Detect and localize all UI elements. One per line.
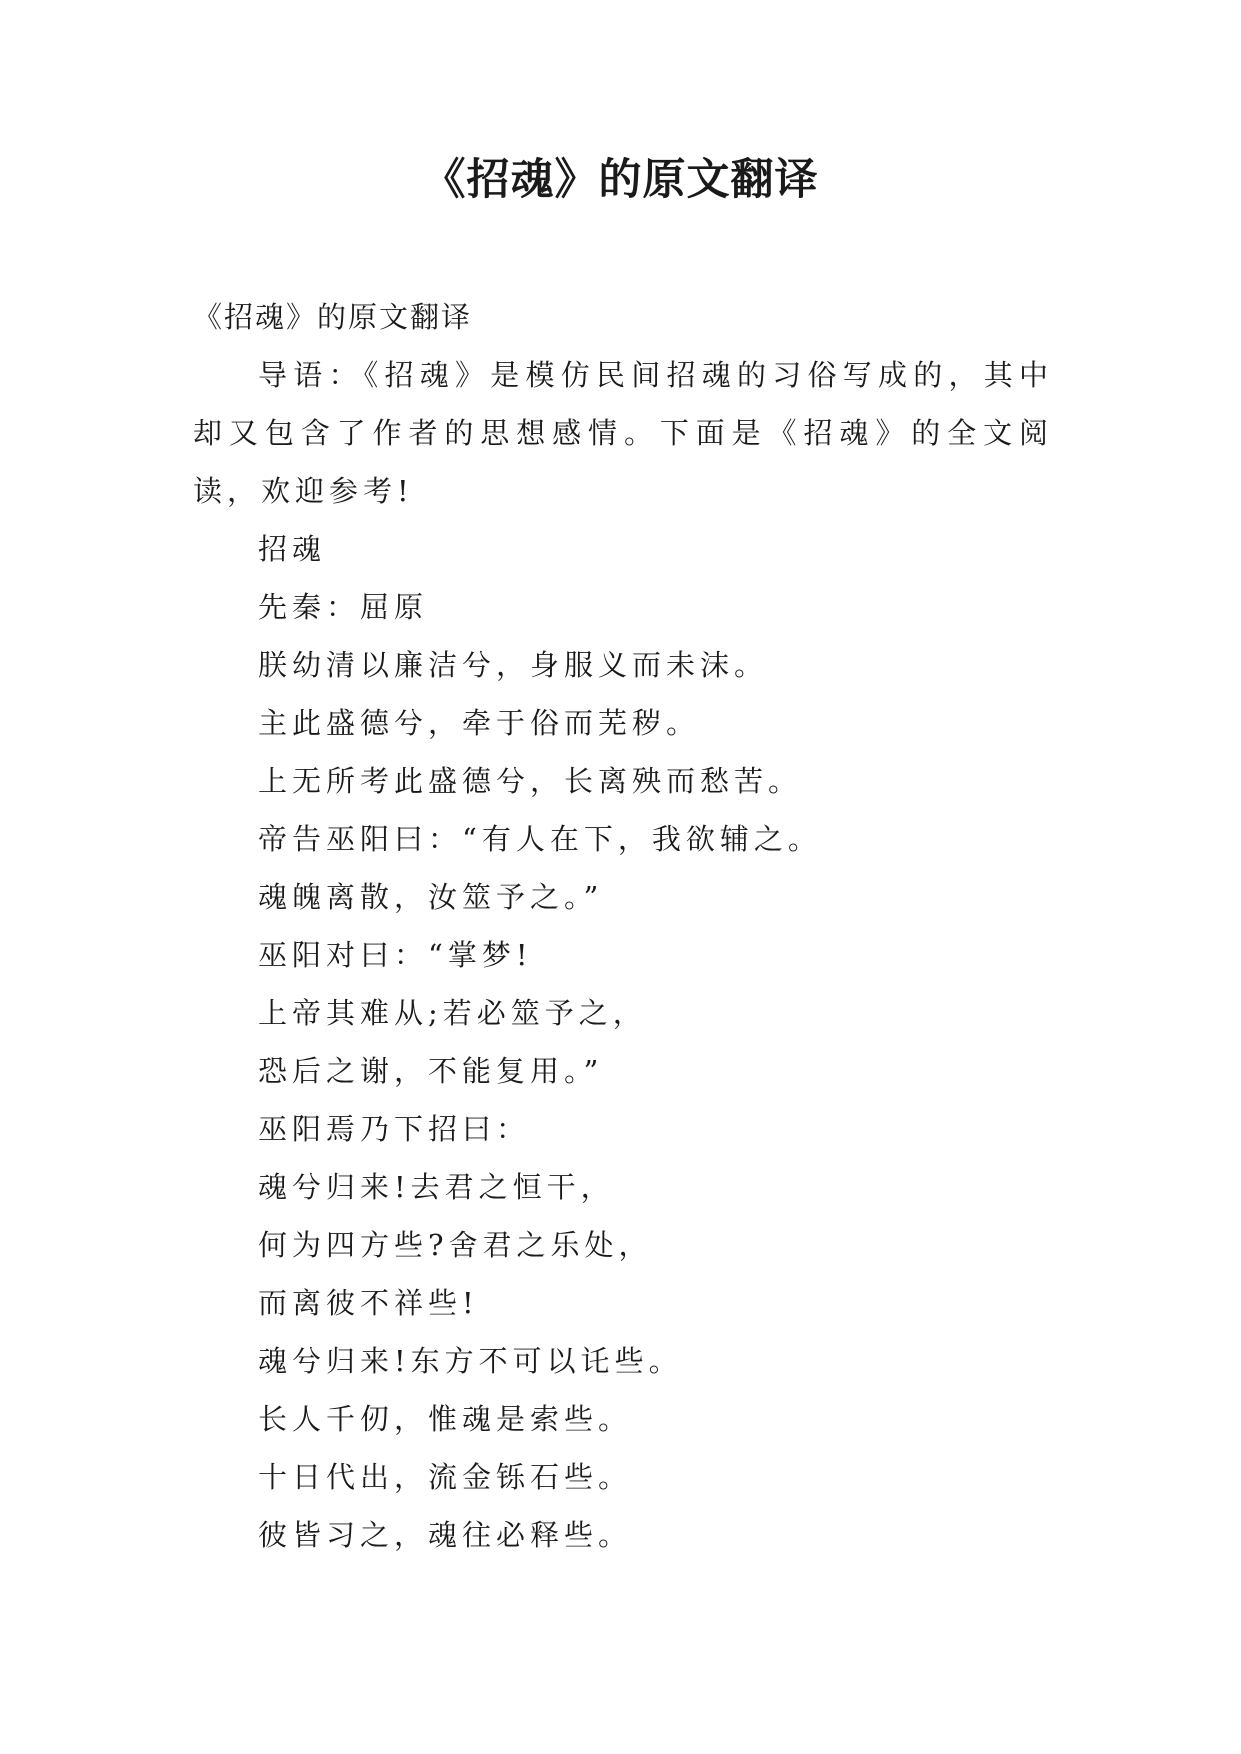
poem-author: 先秦：屈原 — [258, 590, 429, 624]
document-title: 《招魂》的原文翻译 — [422, 155, 819, 205]
document-subtitle: 《招魂》的原文翻译 — [193, 300, 473, 334]
poem-line: 上无所考此盛德兮，长离殃而愁苦。 — [258, 764, 803, 798]
intro-paragraph: 导语：《招魂》是模仿民间招魂的习俗写成的，其中却又包含了作者的思想感情。下面是《招魂》的全文阅读，欢迎参考! — [193, 358, 1053, 508]
poem-line: 长人千仞，惟魂是索些。 — [258, 1402, 633, 1436]
poem-line: 巫阳焉乃下招曰： — [258, 1112, 531, 1146]
poem-line: 彼皆习之，魂往必释些。 — [258, 1518, 633, 1552]
poem-line: 主此盛德兮，牵于俗而芜秽。 — [258, 706, 701, 740]
poem-line: 何为四方些?舍君之乐处， — [258, 1228, 653, 1262]
poem-title: 招魂 — [258, 532, 327, 566]
poem-line: 巫阳对曰：“掌梦! — [258, 938, 533, 972]
document-body — [193, 288, 1053, 1564]
poem-line: 魂兮归来!东方不可以讬些。 — [258, 1344, 683, 1378]
poem-line: 上帝其难从;若必筮予之， — [258, 996, 647, 1030]
poem-line: 魂兮归来!去君之恒干， — [258, 1170, 615, 1204]
poem-line: 恐后之谢，不能复用。” — [258, 1054, 604, 1088]
poem-line: 魂魄离散，汝筮予之。” — [258, 880, 604, 914]
poem-line: 而离彼不祥些! — [258, 1286, 479, 1320]
poem-line: 朕幼清以廉洁兮，身服义而未沫。 — [258, 648, 769, 682]
poem-block — [193, 520, 1053, 1564]
poem-line: 帝告巫阳曰：“有人在下，我欲辅之。 — [258, 822, 822, 856]
poem-line: 十日代出，流金铄石些。 — [258, 1460, 633, 1494]
